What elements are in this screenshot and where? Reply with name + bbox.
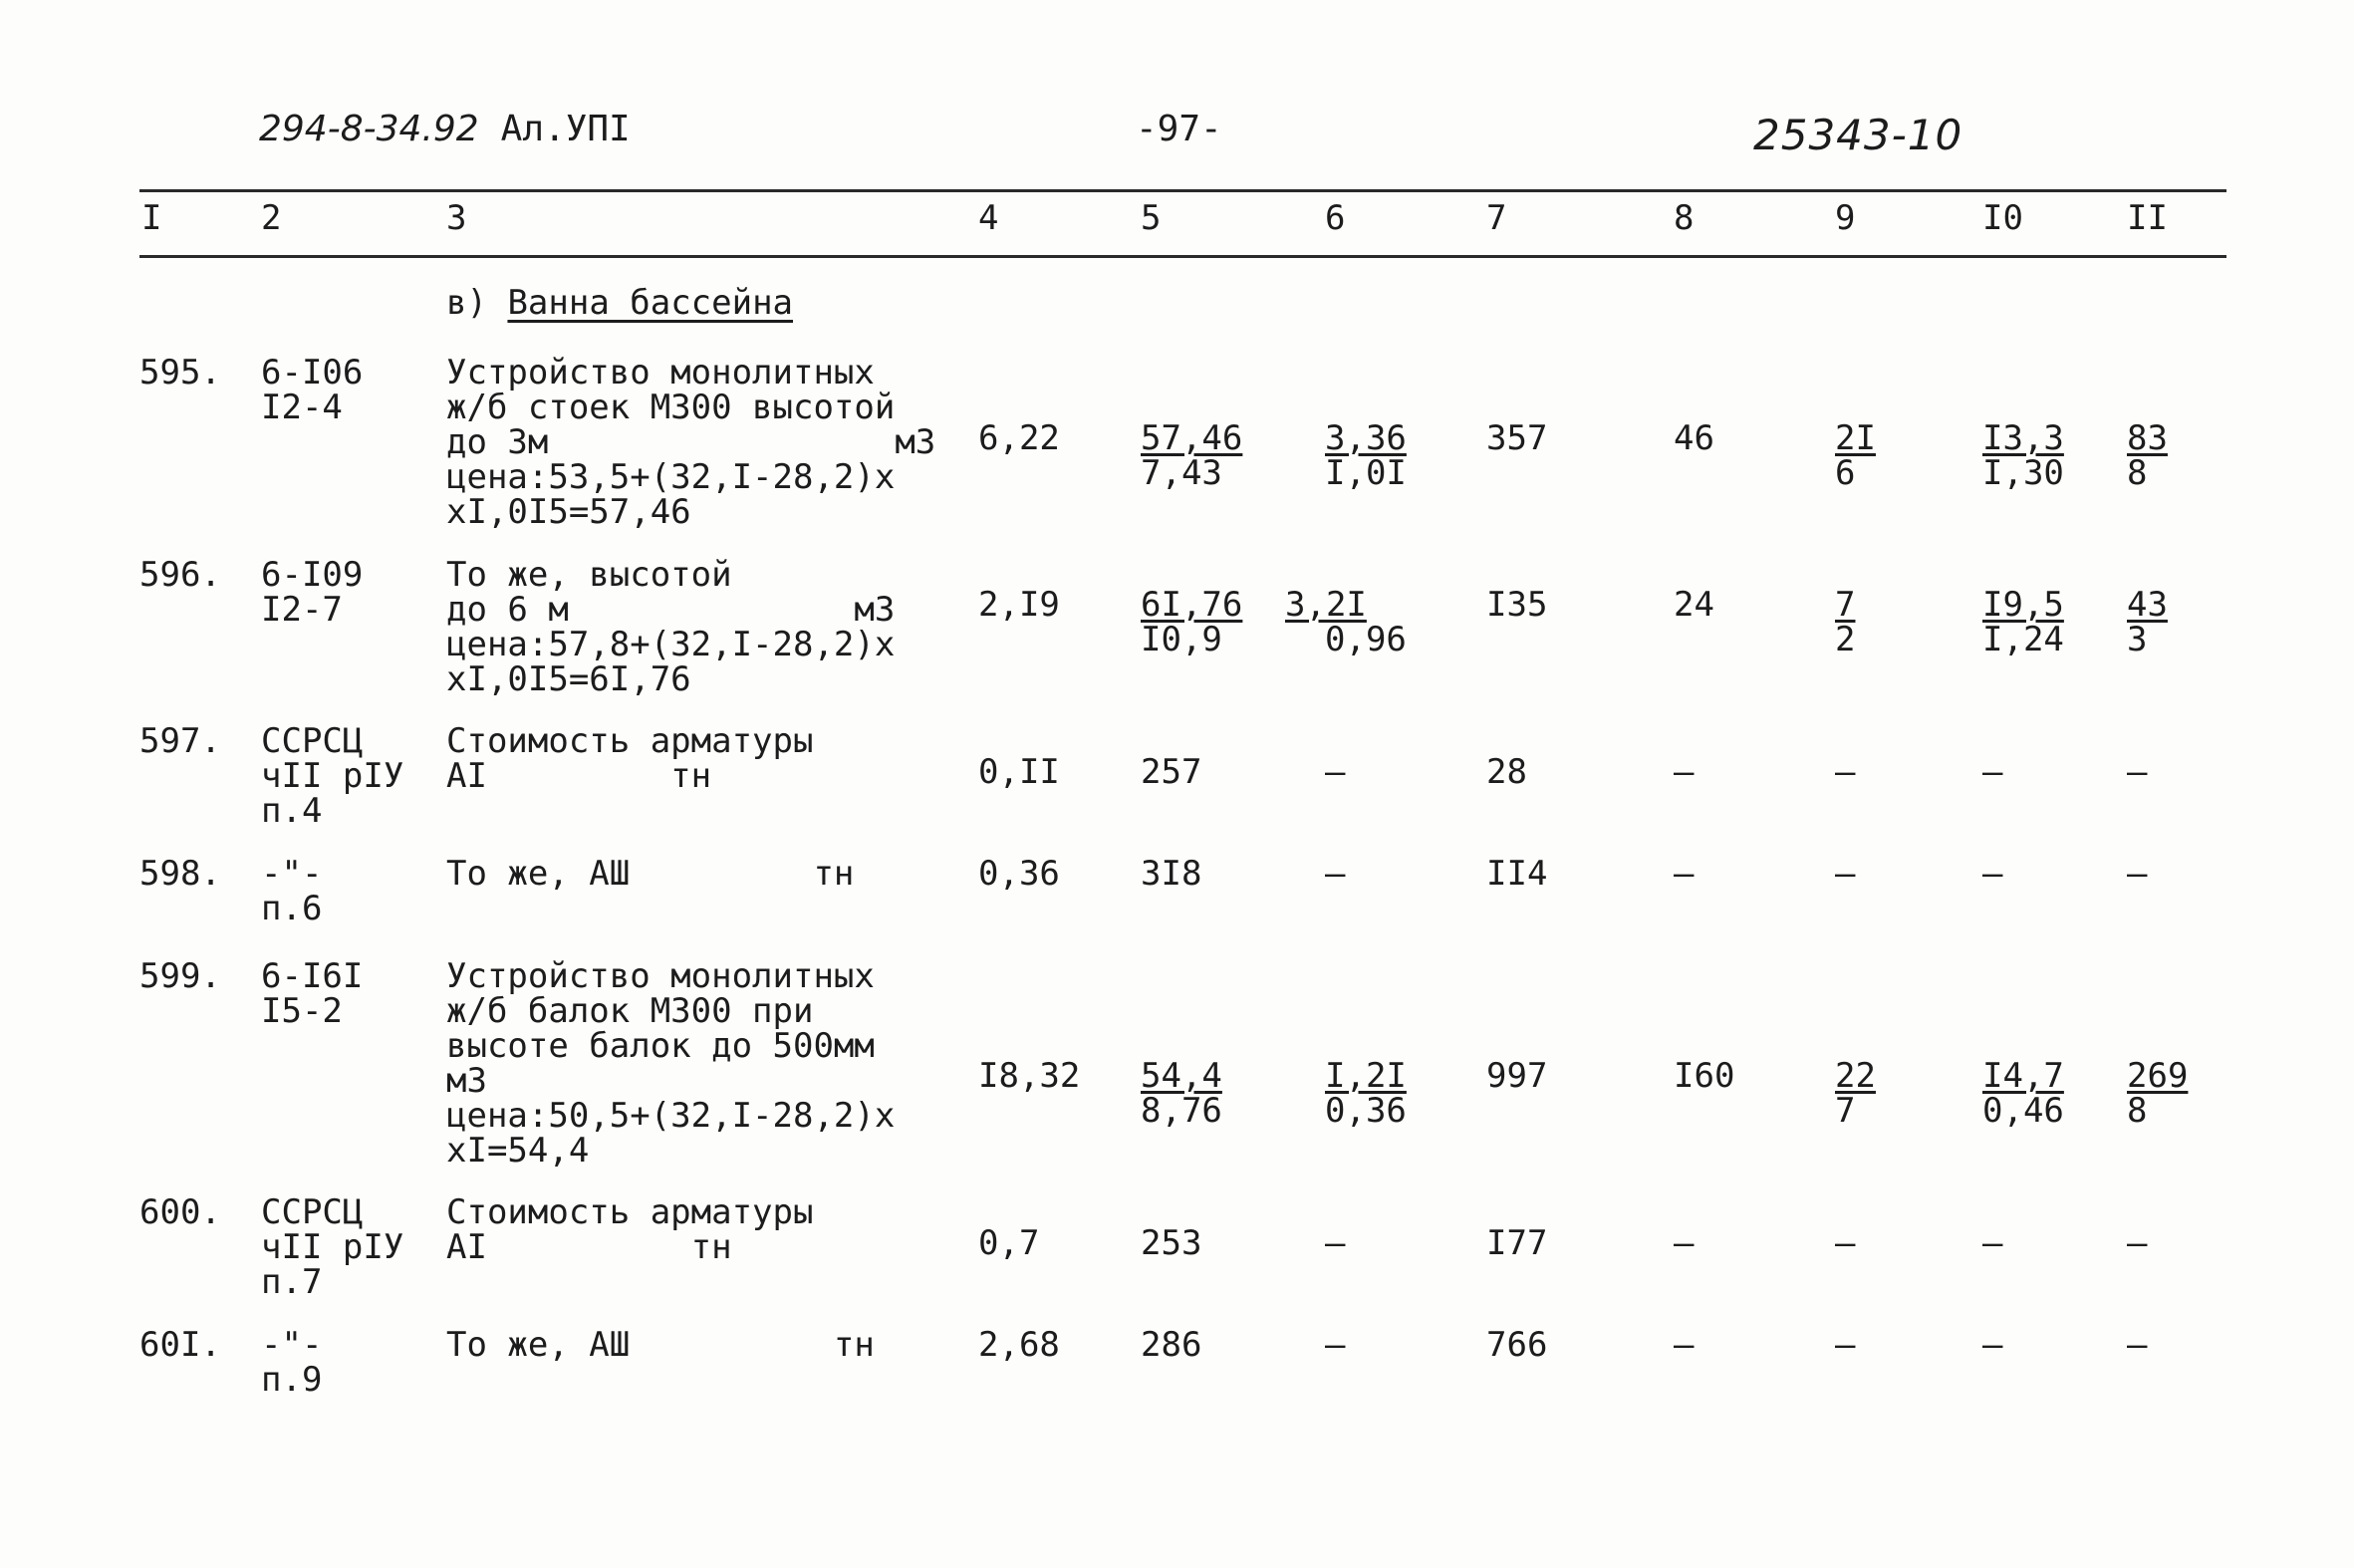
col-header-10: I0 <box>1982 198 2023 238</box>
col10-value: $\frac{I9,5}{I,24}$ <box>1982 585 2064 659</box>
unit-cost: $\frac{57,46}{7,43}$ <box>1141 418 1243 493</box>
row-description: Стоимость арматуры АI тн <box>446 1192 814 1267</box>
col8-value: – <box>1674 1325 1695 1365</box>
row-description: То же, АШ тн <box>446 1325 875 1365</box>
machine-cost: – <box>1325 854 1346 894</box>
col11-value: – <box>2127 854 2148 894</box>
col-header-11: II <box>2127 198 2168 238</box>
document-number: 25343-10 <box>1753 111 1963 159</box>
row-description: Устройство монолитных ж/б балок М300 при высоте балок до 500мм м3 цена:50,5+(32,I-28,2)х хI=54,4 <box>446 956 896 1171</box>
col9-value: $\frac{2I}{6}$ <box>1835 418 1876 493</box>
col-header-4: 4 <box>978 198 999 238</box>
unit-cost: $\frac{6I,76}{I0,9}$ <box>1141 585 1243 659</box>
row-number: 598. <box>139 854 221 894</box>
quantity: I8,32 <box>978 1056 1081 1096</box>
page-number: -97- <box>1136 109 1222 149</box>
row-number: 597. <box>139 721 221 761</box>
row-code: 6-I6I I5-2 <box>261 956 364 1031</box>
document-code-value: 294-8-34.92 <box>259 109 479 149</box>
document-code <box>259 109 631 149</box>
row-code: ССРСЦ чII рIУ п.4 <box>261 721 404 831</box>
unit-cost: 3I8 <box>1141 854 1202 894</box>
quantity: 2,I9 <box>978 585 1060 625</box>
total-cost: 28 <box>1486 752 1527 792</box>
row-description: Устройство монолитных ж/б стоек М300 высотой до 3м м3 цена:53,5+(32,I-28,2)х хI,0I5=57,46 <box>446 353 936 532</box>
col11-value: – <box>2127 752 2148 792</box>
quantity: 2,68 <box>978 1325 1060 1365</box>
col8-value: 46 <box>1674 418 1714 458</box>
row-code: 6-I06 I2-4 <box>261 353 364 427</box>
album-label: Ал.УПI <box>500 109 631 149</box>
col-header-6: 6 <box>1325 198 1346 238</box>
col-header-1: I <box>141 198 162 238</box>
col10-value: – <box>1982 1325 2003 1365</box>
col8-value: I60 <box>1674 1056 1735 1096</box>
col10-value: – <box>1982 1223 2003 1263</box>
col9-value: $\frac{7}{2}$ <box>1835 585 1856 659</box>
table-header-rule <box>139 255 2226 258</box>
unit-cost: 253 <box>1141 1223 1202 1263</box>
total-cost: I77 <box>1486 1223 1548 1263</box>
machine-cost: $\frac{I,2I}{0,36}$ <box>1325 1056 1407 1131</box>
col8-value: – <box>1674 752 1695 792</box>
unit-cost: 257 <box>1141 752 1202 792</box>
col10-value: $\frac{I4,7}{0,46}$ <box>1982 1056 2064 1131</box>
col-header-5: 5 <box>1141 198 1162 238</box>
total-cost: I35 <box>1486 585 1548 625</box>
col11-value: – <box>2127 1223 2148 1263</box>
col9-value: – <box>1835 752 1856 792</box>
row-number: 600. <box>139 1192 221 1232</box>
machine-cost: $\frac{3,36}{I,0I}$ <box>1325 418 1407 493</box>
table-top-rule <box>139 189 2226 192</box>
col8-value: – <box>1674 1223 1695 1263</box>
row-number: 599. <box>139 956 221 996</box>
col11-value: $\frac{269}{8}$ <box>2127 1056 2189 1131</box>
row-code: -"- п.9 <box>261 1325 323 1400</box>
quantity: 0,7 <box>978 1223 1040 1263</box>
section-title-text: Ванна бассейна <box>507 283 794 323</box>
col10-value: $\frac{I3,3}{I,30}$ <box>1982 418 2064 493</box>
quantity: 0,36 <box>978 854 1060 894</box>
col9-value: $\frac{22}{7}$ <box>1835 1056 1876 1131</box>
row-number: 595. <box>139 353 221 392</box>
total-cost: II4 <box>1486 854 1548 894</box>
total-cost: 357 <box>1486 418 1548 458</box>
col8-value: – <box>1674 854 1695 894</box>
row-description: То же, высотой до 6 м м3 цена:57,8+(32,I-28,2)х хI,0I5=6I,76 <box>446 555 896 699</box>
unit-cost: 286 <box>1141 1325 1202 1365</box>
row-code: 6-I09 I2-7 <box>261 555 364 630</box>
col8-value: 24 <box>1674 585 1714 625</box>
machine-cost: – <box>1325 1223 1346 1263</box>
col10-value: – <box>1982 854 2003 894</box>
row-description: Стоимость арматуры АI тн <box>446 721 814 796</box>
col10-value: – <box>1982 752 2003 792</box>
row-description: То же, АШ тн <box>446 854 855 894</box>
col-header-7: 7 <box>1486 198 1507 238</box>
col11-value: – <box>2127 1325 2148 1365</box>
row-code: -"- п.6 <box>261 854 323 928</box>
row-number: 60I. <box>139 1325 221 1365</box>
col-header-9: 9 <box>1835 198 1856 238</box>
col9-value: – <box>1835 1223 1856 1263</box>
col-header-8: 8 <box>1674 198 1695 238</box>
col11-value: $\frac{83}{8}$ <box>2127 418 2168 493</box>
total-cost: 997 <box>1486 1056 1548 1096</box>
col9-value: – <box>1835 854 1856 894</box>
quantity: 0,II <box>978 752 1060 792</box>
row-number: 596. <box>139 555 221 595</box>
machine-cost: – <box>1325 1325 1346 1365</box>
total-cost: 766 <box>1486 1325 1548 1365</box>
section-title <box>446 283 829 323</box>
col11-value: $\frac{43}{3}$ <box>2127 585 2168 659</box>
machine-cost: – <box>1325 752 1346 792</box>
row-code: ССРСЦ чII рIУ п.7 <box>261 1192 404 1302</box>
unit-cost: $\frac{54,4}{8,76}$ <box>1141 1056 1222 1131</box>
quantity: 6,22 <box>978 418 1060 458</box>
col-header-3: 3 <box>446 198 467 238</box>
col9-value: – <box>1835 1325 1856 1365</box>
col-header-2: 2 <box>261 198 282 238</box>
machine-cost: $\frac{3,2I}{0,96}$ <box>1285 585 1407 659</box>
section-prefix: в) <box>446 283 487 323</box>
